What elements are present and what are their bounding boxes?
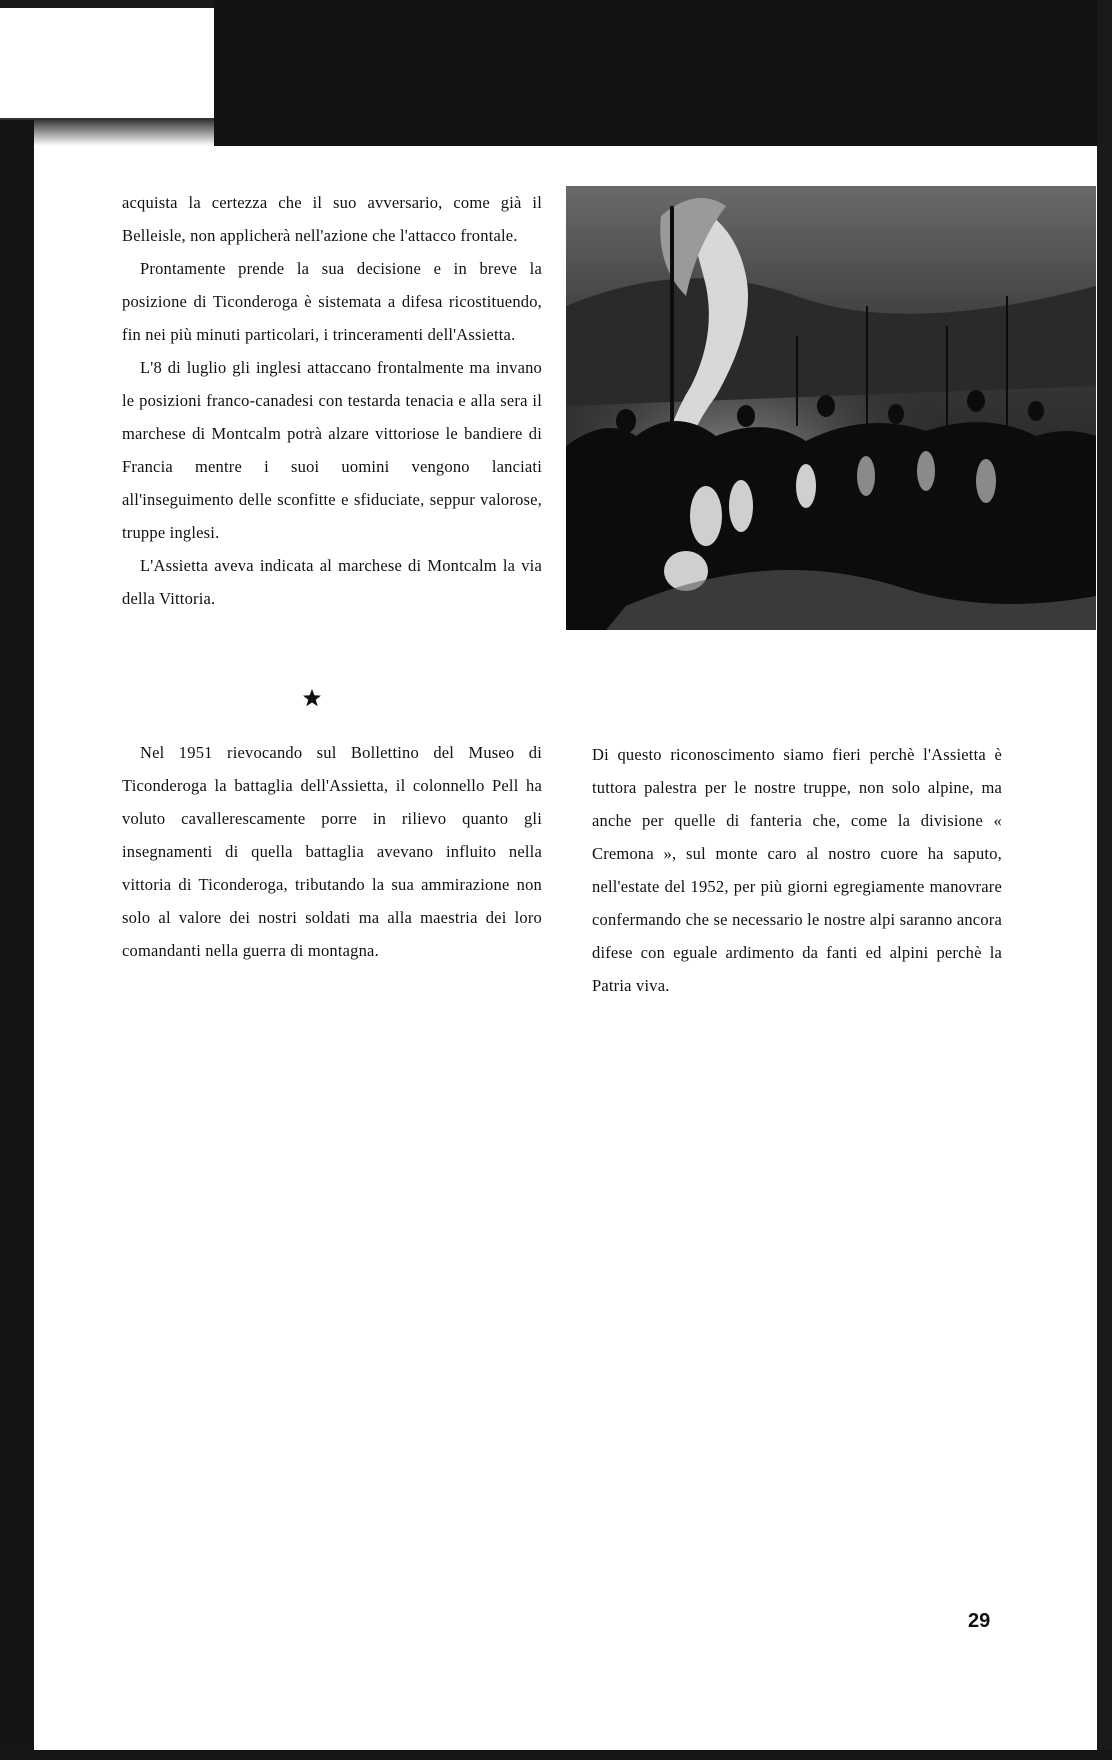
- intro-paragraph: L'8 di luglio gli inglesi attaccano frontalmente ma invano le posizioni franco-canadesi con testarda tenacia e alla sera il marchese di Montcalm potrà alzare vittoriose le bandiere di Francia mentre i suoi uomini vengono lanciati all'inseguimento delle sconfitte e sfiduciate, seppur valorose, truppe inglesi.: [122, 358, 542, 542]
- left-column-text: [122, 736, 542, 967]
- star-icon: [302, 688, 322, 708]
- left-column-paragraph: Nel 1951 rievocando sul Bollettino del Museo di Ticonderoga la battaglia dell'Assietta, il colonnello Pell ha voluto cavallerescamente porre in rilievo quanto gli insegnamenti di quella battaglia avevano influito nella vittoria di Ticonderoga, tributando la sua ammirazione non solo al valore dei nostri soldati ma alla maestria dei loro comandanti nella guerra di montagna.: [122, 743, 542, 960]
- page-number: 29: [968, 1610, 991, 1632]
- battle-painting: [566, 186, 1096, 630]
- right-column-text: [592, 738, 1002, 1002]
- scan-top-band: [214, 0, 1100, 146]
- right-column-paragraph: Di questo riconoscimento siamo fieri perchè l'Assietta è tuttora palestra per le nostre truppe, non solo alpine, ma anche per quelle di fanteria che, come la divisione « Cremona », sul monte caro al nostro cuore ha saputo, nell'estate del 1952, per più giorni egregiamente manovrare confermando che se necessario le nostre alpi saranno ancora difese con eguale ardimento da fanti ed alpini perchè la Patria viva.: [592, 745, 1002, 995]
- battle-painting-image: [566, 186, 1096, 630]
- intro-text-block: [122, 186, 542, 615]
- intro-paragraph: L'Assietta aveva indicata al marchese di Montcalm la via della Vittoria.: [122, 556, 542, 608]
- scan-right-edge: [1097, 0, 1112, 1760]
- scan-left-edge: [0, 120, 34, 1760]
- scan-bottom-edge: [0, 1750, 1112, 1760]
- intro-paragraph: Prontamente prende la sua decisione e in breve la posizione di Ticonderoga è sistemata a difesa ricostituendo, fin nei più minuti particolari, i trinceramenti dell'Assietta.: [122, 259, 542, 344]
- intro-paragraph: acquista la certezza che il suo avversario, come già il Belleisle, non applicherà nell'azione che l'attacco frontale.: [122, 193, 542, 245]
